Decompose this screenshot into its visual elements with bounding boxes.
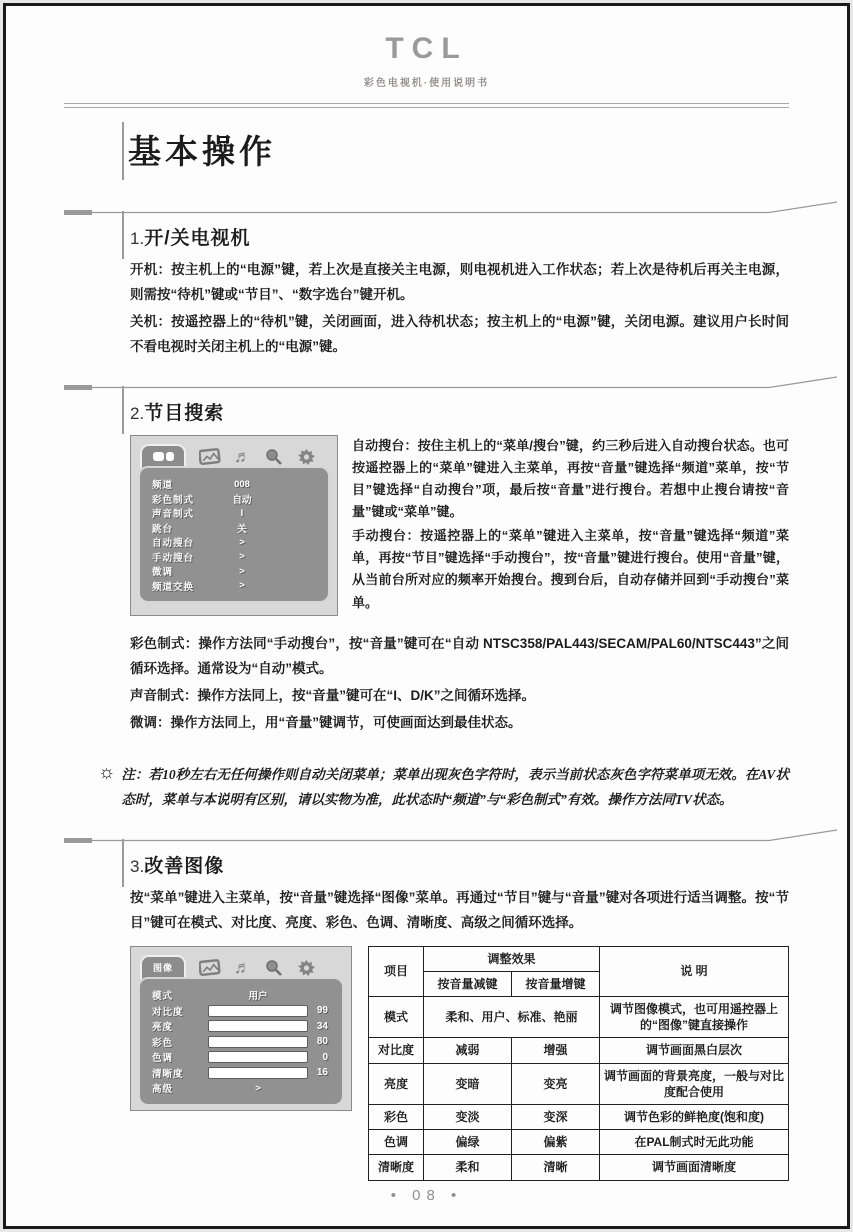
- section3-number: 3.: [130, 856, 145, 876]
- note-text: 注：若10秒左右无任何操作则自动关闭菜单；菜单出现灰色字符时，表示当前状态灰色字符菜单项无效。在AV状态时，菜单与本说明有区别，请以实物为准，此状态时“频道”与“彩色制式”有效。操作方法同TV状态。: [121, 766, 789, 808]
- section1-heading: [40, 223, 813, 250]
- row-inc: 变亮: [512, 1063, 600, 1104]
- page-content: [6, 6, 847, 1226]
- section-left-rule: [122, 386, 124, 434]
- row-inc: 增强: [512, 1038, 600, 1063]
- osd-item: [152, 988, 332, 1004]
- section1-body: [40, 250, 813, 360]
- osd-tab-bar: [138, 952, 344, 979]
- search-icon: [264, 957, 284, 979]
- osd-item-value: 99: [316, 1005, 328, 1017]
- osd-item-label: 对比度: [152, 1006, 184, 1018]
- section2-title: 节目搜索: [144, 402, 225, 424]
- row-merged-values: 柔和、用户、标准、艳丽: [424, 997, 600, 1038]
- osd-item-value: >: [239, 565, 245, 577]
- osd-item-value: >: [239, 551, 245, 563]
- color-system-paragraph: 彩色制式：操作方法同“手动搜台”，按“音量”键可在“自动 NTSC358/PAL443/SECAM/PAL60/NTSC443”之间循环选择。通常设为“自动”模式。: [130, 635, 789, 676]
- osd-item-label: 彩色制式: [152, 494, 195, 506]
- osd-item-value: I: [240, 507, 244, 519]
- col-header-vol-up: 按音量增键: [512, 971, 600, 996]
- col-header-effect: 调整效果: [424, 946, 600, 971]
- table-row: [369, 997, 789, 1038]
- note-block: [98, 762, 789, 813]
- osd-item: [152, 1065, 332, 1081]
- section-picture: [40, 829, 813, 1181]
- level-bar: [208, 1067, 308, 1079]
- page-frame: [3, 3, 850, 1229]
- section3-columns: [40, 946, 813, 1181]
- osd-item-label: 手动搜台: [152, 552, 195, 564]
- row-desc: 调节画面的背景亮度，一般与对比度配合使用: [600, 1063, 789, 1104]
- row-dec: 变暗: [424, 1063, 512, 1104]
- osd-item: [152, 1081, 332, 1097]
- picture-icon: [199, 446, 221, 468]
- manual-search-paragraph: 手动搜台：按遥控器上的“菜单”键进入主菜单，按“音量”键选择“频道”菜单，再按“节目”键选择“手动搜台”，按“音量”键进行搜台。使用“音量”键，从当前台所对应的频率开始搜台。搜到台后，自动存储并回到“手动搜台”菜单。: [352, 528, 789, 610]
- picture-menu-screenshot: [130, 946, 352, 1112]
- page-title: 基本操作: [128, 133, 276, 170]
- channel-tab-selected: [140, 444, 186, 468]
- section3-heading: [40, 851, 813, 878]
- osd-item: [152, 477, 318, 492]
- col-header-item: 项目: [369, 946, 424, 996]
- osd-item-value: >: [239, 536, 245, 548]
- osd-item-label: 亮度: [152, 1022, 174, 1034]
- title-block: [40, 120, 813, 177]
- row-item: 彩色: [369, 1105, 424, 1130]
- osd-item: [152, 520, 318, 535]
- col-header-vol-down: 按音量减键: [424, 971, 512, 996]
- level-bar: [208, 1020, 308, 1032]
- tcl-logo: TCL: [385, 32, 468, 65]
- row-dec: 变淡: [424, 1105, 512, 1130]
- level-bar: [208, 1005, 308, 1017]
- row-desc: 调节画面黑白层次: [600, 1038, 789, 1063]
- osd-item-label: 频道: [152, 480, 174, 492]
- section1-number: 1.: [130, 229, 145, 248]
- osd-item-label: 色调: [152, 1053, 174, 1065]
- row-desc: 调节图像模式，也可用遥控器上的“图像”键直接操作: [600, 997, 789, 1038]
- osd-item-label: 微调: [152, 567, 174, 579]
- row-desc: 调节色彩的鲜艳度(饱和度): [600, 1105, 789, 1130]
- title-left-rule: [122, 122, 124, 180]
- music-icon: ♬: [234, 957, 251, 977]
- osd-item: [152, 1019, 332, 1035]
- table-row: [369, 1063, 789, 1104]
- row-item: 清晰度: [369, 1155, 424, 1180]
- row-inc: 变深: [512, 1105, 600, 1130]
- osd-item: [152, 549, 318, 564]
- osd-item-value: 34: [316, 1020, 328, 1032]
- row-inc: 清晰: [512, 1155, 600, 1180]
- osd-item-value: >: [239, 580, 245, 592]
- osd-item-label: 模式: [152, 991, 174, 1003]
- osd-item-value: 关: [237, 523, 247, 535]
- adjustment-table: [368, 946, 789, 1181]
- osd-item-label: 跳台: [152, 523, 174, 535]
- section2-columns: [40, 435, 813, 616]
- improve-picture-paragraph: 按“菜单”键进入主菜单，按“音量”键选择“图像”菜单。再通过“节目”键与“音量”键对各项进行适当调整。按“节目”键可在模式、对比度、亮度、彩色、色调、清晰度、高级之间循环选择。: [130, 889, 789, 930]
- channel-menu-panel: [138, 466, 330, 603]
- brand-subtitle: 彩色电视机·使用说明书: [363, 78, 490, 89]
- section2-heading: [40, 398, 813, 425]
- osd-item-label: 高级: [152, 1084, 174, 1096]
- osd-item: [152, 1003, 332, 1019]
- fine-tune-paragraph: 微调：操作方法同上，用“音量”键调节，可使画面达到最佳状态。: [130, 714, 522, 730]
- sun-gear-icon: ☼: [98, 761, 116, 783]
- row-item: 对比度: [369, 1038, 424, 1063]
- section1-title: 开/关电视机: [144, 228, 251, 249]
- osd-item: [152, 1034, 332, 1050]
- gear-icon: [297, 957, 316, 979]
- table-row: [369, 1130, 789, 1155]
- gear-icon: [297, 446, 316, 468]
- osd-item-label: 声音制式: [152, 509, 195, 521]
- row-dec: 偏绿: [424, 1130, 512, 1155]
- section2-extra: [40, 624, 813, 736]
- section-divider: [64, 829, 793, 847]
- section-power: [40, 201, 813, 360]
- osd-item: [152, 506, 318, 521]
- search-icon: [264, 446, 284, 468]
- channel-icon: [166, 452, 174, 461]
- section3-intro: [40, 878, 813, 936]
- osd-item-value: 008: [234, 478, 250, 490]
- picture-menu-panel: [138, 977, 344, 1107]
- table-row: [369, 1038, 789, 1063]
- section-left-rule: [122, 839, 124, 887]
- picture-tab-selected: [140, 955, 186, 979]
- osd-item: [152, 491, 318, 506]
- row-item: 色调: [369, 1130, 424, 1155]
- osd-tab-bar: [138, 441, 330, 468]
- picture-icon: [199, 957, 221, 979]
- row-dec: 柔和: [424, 1155, 512, 1180]
- auto-search-paragraph: 自动搜台：按住主机上的“菜单/搜台”键，约三秒后进入自动搜台状态。也可按遥控器上的“菜单”键进入主菜单，再按“音量”键选择“频道”菜单，按“节目”键选择“自动搜台”项，最后按“音量”进行搜台。若想中止搜台请按“音量”键或“菜单”键。: [352, 437, 789, 520]
- row-desc: 调节画面清晰度: [600, 1155, 789, 1180]
- osd-item: [152, 564, 318, 579]
- osd-item-value: 16: [316, 1067, 328, 1079]
- channel-icon: [153, 452, 164, 461]
- page-number: • 08 •: [390, 1187, 463, 1204]
- table-row: [369, 1155, 789, 1180]
- col-header-desc: 说 明: [600, 946, 789, 996]
- osd-item-value: >: [255, 1082, 261, 1094]
- osd-item-label: 彩色: [152, 1037, 174, 1049]
- row-inc: 偏紫: [512, 1130, 600, 1155]
- channel-menu-screenshot: [130, 435, 338, 616]
- osd-item-value: 自动: [232, 494, 252, 506]
- search-instructions: [352, 435, 789, 616]
- osd-item: [152, 535, 318, 550]
- table-row: [369, 1105, 789, 1130]
- header-rule: [64, 103, 789, 108]
- osd-item-label: 频道交换: [152, 581, 195, 593]
- section3-title: 改善图像: [144, 855, 225, 877]
- section-divider: [64, 201, 793, 219]
- osd-item-value: 80: [316, 1036, 328, 1048]
- osd-item-value: 0: [322, 1051, 328, 1063]
- section2-number: 2.: [130, 403, 145, 423]
- osd-item-label: 自动搜台: [152, 538, 195, 550]
- row-item: 亮度: [369, 1063, 424, 1104]
- section-divider: [64, 376, 793, 394]
- brand-block: [40, 32, 813, 89]
- osd-item-value: 用户: [248, 991, 268, 1003]
- picture-tab-label: 图像: [152, 963, 173, 974]
- row-item: 模式: [369, 997, 424, 1038]
- level-bar: [208, 1036, 308, 1048]
- row-desc: 在PAL制式时无此功能: [600, 1130, 789, 1155]
- power-on-paragraph: 开机：按主机上的“电源”键，若上次是直接关主电源，则电视机进入工作状态；若上次是待机后再关主电源，则需按“待机”键或“节目”、“数字选台”键开机。: [130, 262, 789, 302]
- row-dec: 减弱: [424, 1038, 512, 1063]
- sound-system-paragraph: 声音制式：操作方法同上，按“音量”键可在“I、D/K”之间循环选择。: [130, 687, 535, 703]
- osd-item-label: 清晰度: [152, 1068, 184, 1080]
- music-icon: ♬: [234, 446, 251, 466]
- section-search: [40, 376, 813, 736]
- section-left-rule: [122, 211, 124, 259]
- level-bar: [208, 1051, 308, 1063]
- osd-item: [152, 578, 318, 593]
- osd-item: [152, 1050, 332, 1066]
- power-off-paragraph: 关机：按遥控器上的“待机”键，关闭画面，进入待机状态；按主机上的“电源”键，关闭电源。建议用户长时间不看电视时关闭主机上的“电源”键。: [130, 313, 789, 354]
